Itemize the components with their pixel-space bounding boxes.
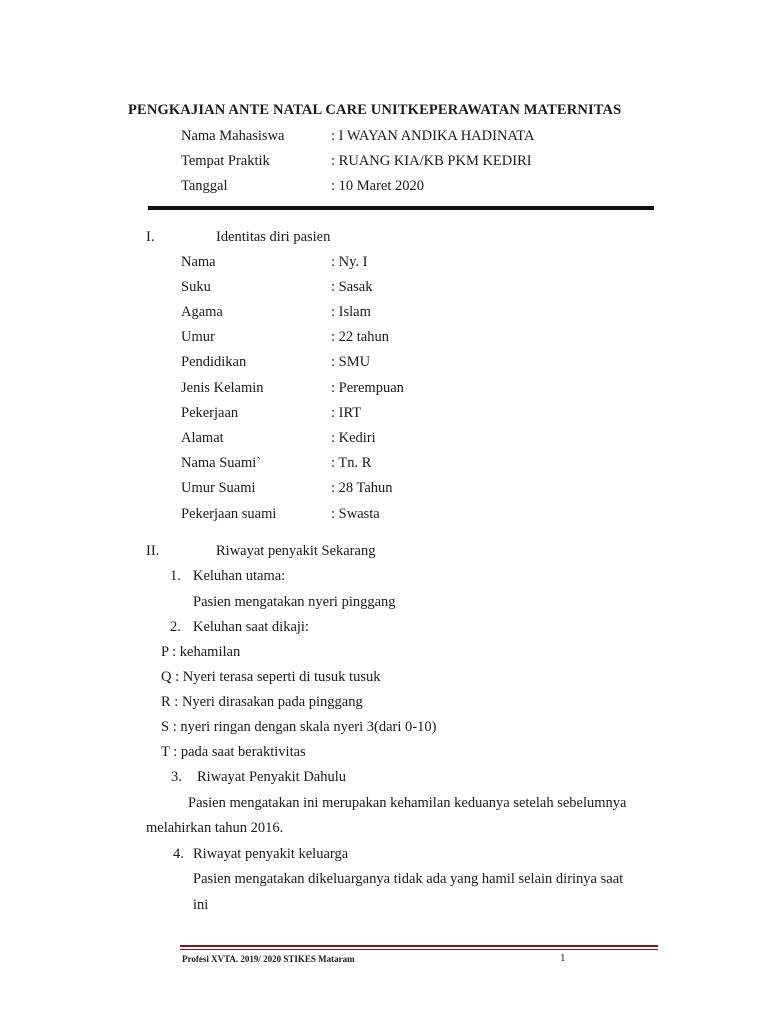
past-history-text: melahirkan tahun 2016. xyxy=(146,820,284,836)
identity-value: : Islam xyxy=(331,304,371,320)
identity-row xyxy=(0,405,768,425)
identity-row xyxy=(0,480,768,500)
footer-text: Profesi XVTA. 2019/ 2020 STIKES Mataram xyxy=(182,954,355,964)
pqrst-line: Q : Nyeri terasa seperti di tusuk tusuk xyxy=(161,669,381,685)
identity-value: : Perempuan xyxy=(331,380,404,396)
identity-value: : Swasta xyxy=(331,506,380,522)
identity-value: : Sasak xyxy=(331,279,373,295)
identity-value: : Kediri xyxy=(331,430,376,446)
header-value: : 10 Maret 2020 xyxy=(331,178,425,194)
header-row-place xyxy=(0,153,768,173)
header-label: Nama Mahasiswa xyxy=(181,128,285,144)
list-number: 4. xyxy=(173,846,184,862)
section-number: I. xyxy=(146,229,155,245)
identity-row xyxy=(0,430,768,450)
family-history-text: Pasien mengatakan dikeluarganya tidak ada yang hamil selain dirinya saat xyxy=(193,871,624,887)
identity-row xyxy=(0,380,768,400)
header-row-student xyxy=(0,128,768,148)
identity-row xyxy=(0,455,768,475)
identity-row xyxy=(0,304,768,324)
family-history-title: Riwayat penyakit keluarga xyxy=(193,846,349,862)
identity-value: : Ny. I xyxy=(331,254,368,270)
list-number: 2. xyxy=(170,619,181,635)
section-number: II. xyxy=(146,543,160,559)
identity-value: : SMU xyxy=(331,354,371,370)
pqrst-line: P : kehamilan xyxy=(161,644,241,660)
identity-label: Agama xyxy=(181,304,223,320)
identity-label: Umur xyxy=(181,329,215,345)
identity-label: Pekerjaan suami xyxy=(181,506,277,522)
identity-label: Nama Suami` xyxy=(181,455,262,471)
identity-row xyxy=(0,279,768,299)
complaint-main-text: Pasien mengatakan nyeri pinggang xyxy=(193,594,396,610)
identity-label: Umur Suami xyxy=(181,480,256,496)
identity-label: Jenis Kelamin xyxy=(181,380,264,396)
identity-row xyxy=(0,329,768,349)
identity-label: Suku xyxy=(181,279,211,295)
identity-row xyxy=(0,354,768,374)
list-number: 1. xyxy=(170,568,181,584)
page-number: 1 xyxy=(560,952,566,964)
header-label: Tanggal xyxy=(181,178,228,194)
header-divider xyxy=(148,206,654,210)
identity-row xyxy=(0,506,768,526)
document-title: PENGKAJIAN ANTE NATAL CARE UNITKEPERAWATAN MATERNITAS xyxy=(128,102,622,118)
header-label: Tempat Praktik xyxy=(181,153,270,169)
footer-divider xyxy=(180,945,658,947)
header-value: : RUANG KIA/KB PKM KEDIRI xyxy=(331,153,532,169)
footer-divider-thin xyxy=(180,949,658,950)
identity-value: : 22 tahun xyxy=(331,329,389,345)
identity-value: : IRT xyxy=(331,405,362,421)
identity-value: : Tn. R xyxy=(331,455,372,471)
family-history-text: ini xyxy=(193,897,209,913)
section-title: Riwayat penyakit Sekarang xyxy=(216,543,376,559)
header-value: : I WAYAN ANDIKA HADINATA xyxy=(331,128,535,144)
past-history-text: Pasien mengatakan ini merupakan kehamilan keduanya setelah sebelumnya xyxy=(188,795,627,811)
header-row-date xyxy=(0,178,768,198)
complaint-current-title: Keluhan saat dikaji: xyxy=(193,619,309,635)
pqrst-line: T : pada saat beraktivitas xyxy=(161,744,306,760)
identity-label: Pendidikan xyxy=(181,354,247,370)
list-number: 3. xyxy=(171,769,182,785)
pqrst-line: S : nyeri ringan dengan skala nyeri 3(dari 0-10) xyxy=(161,719,437,735)
identity-label: Pekerjaan xyxy=(181,405,239,421)
identity-label: Alamat xyxy=(181,430,224,446)
past-history-title: Riwayat Penyakit Dahulu xyxy=(197,769,347,785)
identity-value: : 28 Tahun xyxy=(331,480,393,496)
identity-row xyxy=(0,254,768,274)
pqrst-line: R : Nyeri dirasakan pada pinggang xyxy=(161,694,363,710)
section-title: Identitas diri pasien xyxy=(216,229,331,245)
complaint-main-title: Keluhan utama: xyxy=(193,568,286,584)
identity-label: Nama xyxy=(181,254,216,270)
